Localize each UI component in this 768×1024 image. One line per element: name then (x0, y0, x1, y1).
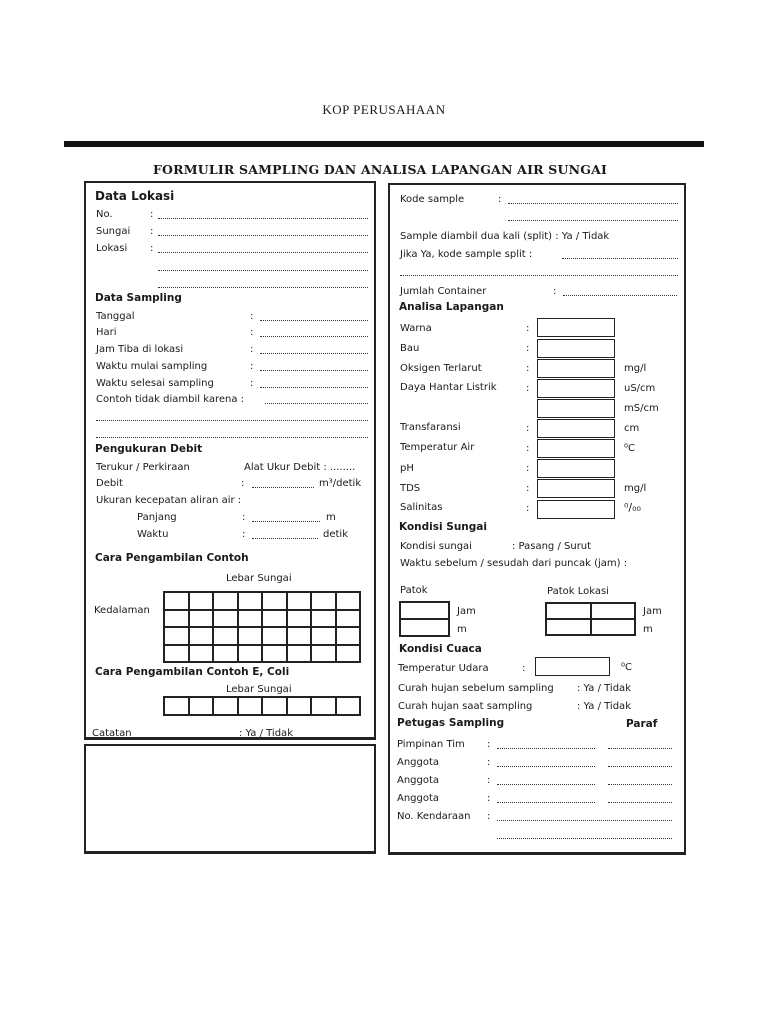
panjang-unit: m (326, 512, 336, 523)
header-rule (64, 141, 704, 147)
lokasi-field-2[interactable] (158, 270, 368, 271)
form-title: FORMULIR SAMPLING DAN ANALISA LAPANGAN AIR SUNGAI (152, 162, 608, 177)
data-sampling-heading: Data Sampling (95, 292, 182, 304)
warna-label: Warna (400, 323, 432, 334)
hujan-saat-value: : Ya / Tidak (577, 701, 631, 712)
dhl-label: Daya Hantar Listrik (400, 382, 497, 393)
dhl-unit-1: uS/cm (624, 383, 656, 394)
oksigen-unit: mg/l (624, 363, 647, 374)
pimpinan-label: Pimpinan Tim (397, 739, 465, 750)
contoh-tidak-label: Contoh tidak diambil karena : (96, 394, 245, 405)
dhl-unit-2: mS/cm (624, 403, 659, 414)
cara-contoh-heading: Cara Pengambilan Contoh (95, 552, 249, 564)
oksigen-input[interactable] (537, 359, 615, 378)
jumlah-container-field[interactable] (563, 295, 677, 296)
kode-split-field-1[interactable] (562, 258, 678, 259)
pimpinan-field[interactable] (497, 748, 595, 749)
lokasi-label: Lokasi (96, 243, 128, 254)
anggota-3-field[interactable] (497, 802, 595, 803)
waktu-label: Waktu (137, 529, 169, 540)
terukur-label: Terukur / Perkiraan (96, 462, 190, 473)
waktu-mulai-label: Waktu mulai sampling (96, 361, 208, 372)
kode-sample-field-1[interactable] (508, 203, 678, 204)
temp-udara-label: Temperatur Udara (398, 663, 489, 674)
patok-box[interactable] (399, 601, 450, 637)
transparansi-label: Transfaransi (400, 422, 461, 433)
kode-sample-field-2[interactable] (508, 220, 678, 221)
salinitas-input[interactable] (537, 500, 615, 519)
cara-ecoli-heading: Cara Pengambilan Contoh E, Coli (95, 666, 290, 678)
anggota-3-paraf[interactable] (608, 802, 672, 803)
temp-air-input[interactable] (537, 439, 615, 458)
warna-input[interactable] (537, 318, 615, 337)
contoh-tidak-field-2[interactable] (96, 420, 368, 421)
salinitas-label: Salinitas (400, 502, 443, 513)
contoh-tidak-field-1[interactable] (265, 403, 368, 404)
kode-sample-label: Kode sample (400, 194, 465, 205)
jika-ya-label: Jika Ya, kode sample split : (400, 249, 533, 260)
hujan-saat-label: Curah hujan saat sampling (398, 701, 533, 712)
tds-unit: mg/l (624, 483, 647, 494)
temp-air-unit: ⁰C (624, 443, 635, 454)
oksigen-label: Oksigen Terlarut (400, 363, 482, 374)
waktu-selesai-label: Waktu selesai sampling (96, 378, 214, 389)
kondisi-sungai-label: Kondisi sungai (400, 541, 472, 552)
kode-split-field-2[interactable] (400, 275, 678, 276)
hari-label: Hari (96, 327, 117, 338)
temp-udara-unit: ⁰C (621, 662, 632, 673)
tanggal-field[interactable] (260, 320, 368, 321)
catatan-value: : Ya / Tidak (239, 728, 293, 739)
temp-air-label: Temperatur Air (400, 442, 475, 453)
anggota-2-paraf[interactable] (608, 784, 672, 785)
hujan-sebelum-value: : Ya / Tidak (577, 683, 631, 694)
kedalaman-label: Kedalaman (94, 605, 150, 616)
transparansi-input[interactable] (537, 419, 615, 438)
sampling-grid[interactable] (163, 591, 361, 663)
salinitas-unit: ⁰/₀₀ (624, 501, 641, 514)
kondisi-sungai-heading: Kondisi Sungai (399, 521, 487, 533)
ukuran-label: Ukuran kecepatan aliran air : (96, 495, 242, 506)
jumlah-container-label: Jumlah Container (400, 286, 487, 297)
no-field[interactable] (158, 218, 368, 219)
debit-field[interactable] (252, 487, 314, 488)
waktu-selesai-field[interactable] (260, 387, 368, 388)
kendaraan-field-1[interactable] (497, 820, 672, 821)
waktu-field[interactable] (252, 538, 318, 539)
anggota-2-label: Anggota (397, 775, 440, 786)
panjang-field[interactable] (252, 521, 320, 522)
panjang-label: Panjang (137, 512, 177, 523)
dhl-input-2[interactable] (537, 399, 615, 418)
anggota-2-field[interactable] (497, 784, 595, 785)
lebar-sungai-label: Lebar Sungai (226, 573, 292, 584)
lokasi-field-1[interactable] (158, 252, 368, 253)
anggota-3-label: Anggota (397, 793, 440, 804)
waktu-puncak-label: Waktu sebelum / sesudah dari puncak (jam) : (400, 558, 628, 569)
kondisi-sungai-value: : Pasang / Surut (512, 541, 592, 552)
split-label: Sample diambil dua kali (split) : Ya / Tidak (400, 231, 610, 242)
paraf-heading: Paraf (626, 718, 658, 730)
right-panel (388, 183, 686, 855)
petugas-heading: Petugas Sampling (397, 717, 505, 729)
alat-ukur-label: Alat Ukur Debit : ........ (244, 462, 356, 473)
dhl-input-1[interactable] (537, 379, 615, 398)
sungai-field[interactable] (158, 235, 368, 236)
bau-input[interactable] (537, 339, 615, 358)
lokasi-field-3[interactable] (158, 287, 368, 288)
anggota-1-field[interactable] (497, 766, 595, 767)
patok-lokasi-m-label: m (643, 624, 653, 635)
catatan-box[interactable] (84, 744, 376, 854)
kendaraan-label: No. Kendaraan (397, 811, 471, 822)
ph-label: pH (400, 463, 414, 474)
tds-input[interactable] (537, 479, 615, 498)
jam-tiba-field[interactable] (260, 353, 368, 354)
pengukuran-debit-heading: Pengukuran Debit (95, 443, 203, 455)
debit-unit: m³/detik (319, 478, 362, 489)
hari-field[interactable] (260, 336, 368, 337)
letterhead-placeholder: KOP PERUSAHAAN (322, 102, 446, 117)
transparansi-unit: cm (624, 423, 640, 434)
waktu-unit: detik (323, 529, 348, 540)
patok-label: Patok (400, 585, 428, 596)
patok-lokasi-box[interactable] (545, 602, 636, 636)
patok-lokasi-label: Patok Lokasi (547, 586, 609, 597)
pimpinan-paraf[interactable] (608, 748, 672, 749)
jam-tiba-label: Jam Tiba di lokasi (96, 344, 184, 355)
analisa-heading: Analisa Lapangan (399, 301, 504, 313)
ph-input[interactable] (537, 459, 615, 478)
patok-lokasi-jam-label: Jam (643, 606, 662, 617)
waktu-mulai-field[interactable] (260, 370, 368, 371)
catatan-label: Catatan (92, 728, 132, 739)
anggota-1-label: Anggota (397, 757, 440, 768)
temp-udara-input[interactable] (535, 657, 610, 676)
data-lokasi-heading: Data Lokasi (95, 189, 175, 203)
kondisi-cuaca-heading: Kondisi Cuaca (399, 643, 482, 655)
kendaraan-field-2[interactable] (497, 838, 672, 839)
debit-label: Debit (96, 478, 123, 489)
anggota-1-paraf[interactable] (608, 766, 672, 767)
contoh-tidak-field-3[interactable] (96, 437, 368, 438)
lebar-sungai-ecoli-label: Lebar Sungai (226, 684, 292, 695)
tanggal-label: Tanggal (96, 311, 135, 322)
sungai-label: Sungai (96, 226, 131, 237)
no-label: No. (96, 209, 113, 220)
tds-label: TDS (400, 483, 421, 494)
ecoli-grid[interactable] (163, 696, 361, 716)
bau-label: Bau (400, 343, 420, 354)
patok-m-label: m (457, 624, 467, 635)
patok-jam-label: Jam (457, 606, 476, 617)
hujan-sebelum-label: Curah hujan sebelum sampling (398, 683, 554, 694)
